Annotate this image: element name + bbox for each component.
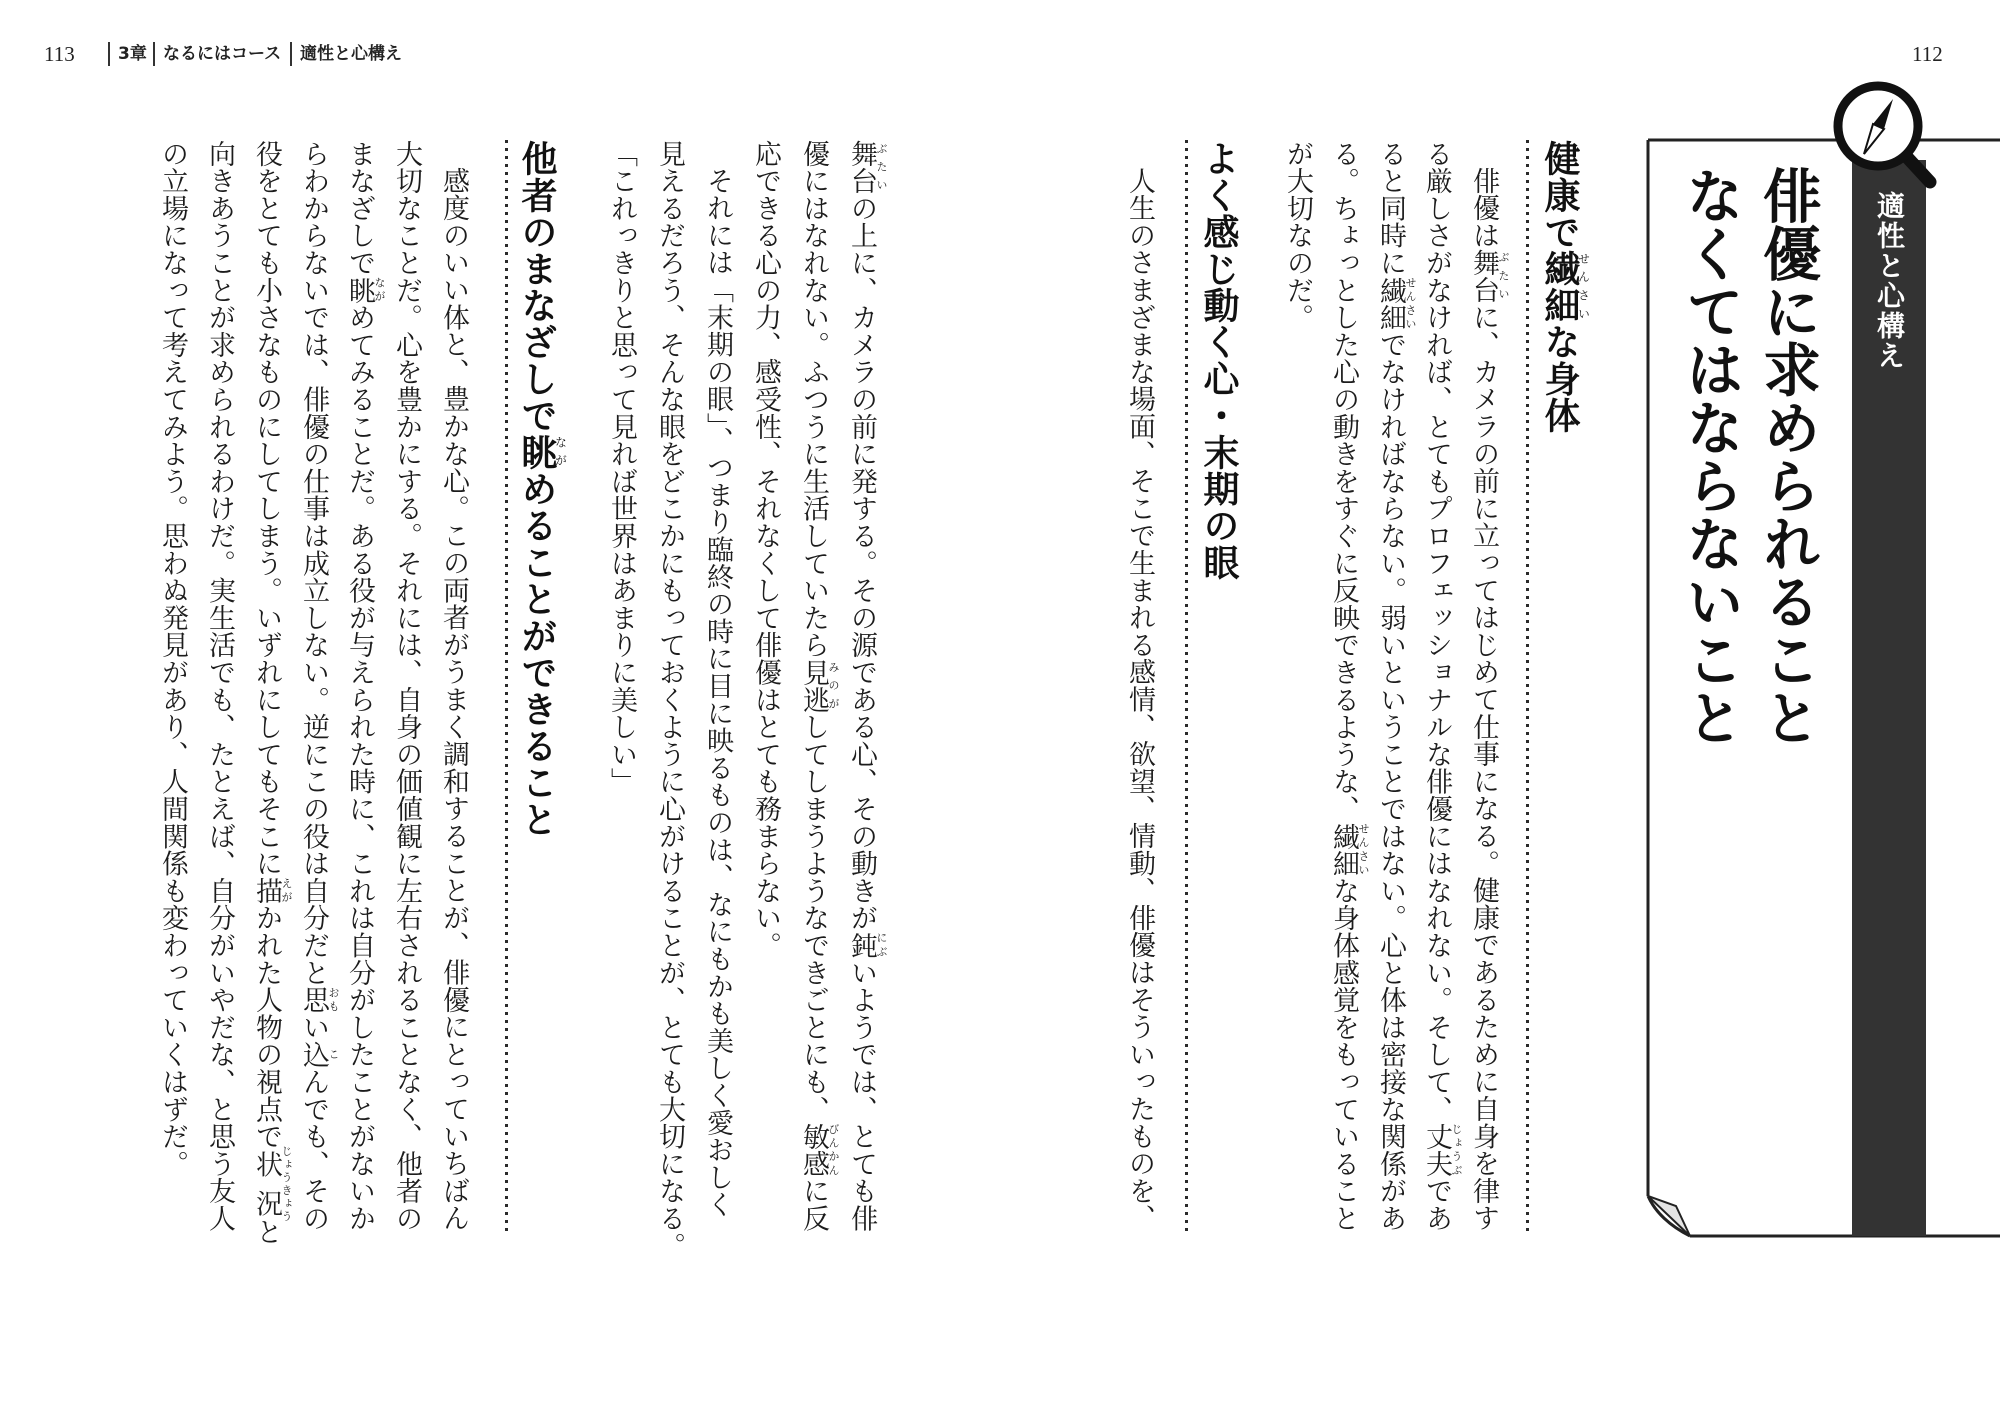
ruby-reading: じょうきょう xyxy=(280,1145,293,1224)
section-heading: 健康で繊細せんさいな身体 xyxy=(1539,140,1591,434)
ruby-reading: ぶたい xyxy=(1497,248,1510,304)
ruby-reading: なが xyxy=(373,276,386,304)
ruby-reading: せんさい xyxy=(1404,276,1417,332)
header-divider xyxy=(153,42,155,66)
body-text-line: 大切なことだ。心を豊かにする。それには、自身の価値観に左右されることなく、他者の xyxy=(391,140,422,1232)
body-text-line: 役をとても小さなものにしてしまう。いずれにしてもそこに描えがかれた人物の視点で状況じょうきょうと xyxy=(251,140,293,1246)
ruby-reading: びんかん xyxy=(827,1122,840,1178)
heading-dotted-rule xyxy=(1526,140,1529,1232)
body-text-line: 人生のさまざまな場面、そこで生まれる感情、欲望、情動、俳優はそういったものを、 xyxy=(1124,167,1155,1232)
ruby-text: 丈夫じょうぶ xyxy=(1421,1122,1463,1178)
body-text-line: の立場になって考えてみよう。思わぬ発見があり、人間関係も変わっていくはずだ。 xyxy=(157,140,188,1178)
body-text-line: 優にはなれない。ふつうに生活していたら見逃みのがしてしまうようなできごとにも、敏感びんかんに反 xyxy=(798,140,840,1233)
ruby-text: 思おも xyxy=(298,986,340,1014)
ruby-text: 込こ xyxy=(298,1040,340,1069)
header-divider xyxy=(290,42,292,66)
ruby-reading: えが xyxy=(280,877,293,905)
page-number-left: 113 xyxy=(44,42,75,66)
ruby-reading: なが xyxy=(553,433,568,471)
body-text-line: 俳優は舞台ぶたいに、カメラの前に立ってはじめて仕事になる。健康であるために自身を律す xyxy=(1468,167,1510,1232)
header-divider xyxy=(108,42,110,66)
ruby-reading: にぶ xyxy=(875,931,888,960)
title-band-label: 適性と心構え xyxy=(1873,191,1906,371)
body-text-line: 舞台ぶたいの上に、カメラの前に発する。その源である心、その動きが鈍にぶいようでは、とても俳 xyxy=(846,140,888,1233)
ruby-text: 舞台ぶたい xyxy=(1468,248,1510,304)
ruby-reading: せんさい xyxy=(1576,250,1591,324)
body-text-line: る。ちょっとした心の動きをすぐに反映できるような、繊細せんさいな身体感覚をもっていること xyxy=(1328,140,1370,1233)
ruby-reading: せんさい xyxy=(1357,822,1370,878)
body-text-line: る厳しさがなければ、とてもプロフェッショナルな俳優にはなれない。そして、丈夫じょうぶであ xyxy=(1421,140,1463,1233)
body-text-line: が大切なのだ。 xyxy=(1282,140,1313,332)
ruby-reading: みのが xyxy=(827,658,840,714)
body-text-line: まなざしで眺ながめてみることだ。ある役が与えられた時に、これは自分がしたことがないか xyxy=(344,140,386,1233)
header-course: なるにはコース xyxy=(163,44,282,64)
body-text-line: ると同時に繊細せんさいでなければならない。弱いということではない。心と体は密接な関係があ xyxy=(1375,140,1417,1233)
ruby-text: 舞台ぶたい xyxy=(846,140,888,195)
magnifier-compass-icon xyxy=(1838,86,1930,182)
body-text-line: それには「末期の眼」、つまり臨終の時に目に映るものは、なにもかも美しく愛おしく xyxy=(702,167,733,1219)
ruby-text: 敏感びんかん xyxy=(798,1122,840,1178)
quote-line: 「これっきりと思って見れば世界はあまりに美しい」 xyxy=(606,140,637,796)
page-number-right: 112 xyxy=(1912,42,1943,66)
ruby-reading: じょうぶ xyxy=(1450,1122,1463,1178)
body-text-line: 応できる心の力、感受性、それなくして俳優はとても務まらない。 xyxy=(750,140,781,959)
title-box-page-curl xyxy=(1648,1196,1690,1236)
ruby-text: 鈍にぶ xyxy=(846,931,888,960)
ruby-text: 描えが xyxy=(251,877,293,905)
ruby-reading: ぶたい xyxy=(875,140,888,195)
ruby-text: 繊細せんさい xyxy=(1375,276,1417,332)
heading-dotted-rule xyxy=(1185,140,1188,1232)
body-text-line: 見えるだろう、そんな眼をどこかにもっておくように心がけることが、とても大切になる。 xyxy=(654,140,685,1260)
page-title-line: 俳優に求められること xyxy=(1753,166,1821,746)
body-text-line: 向きあうことが求められるわけだ。実生活でも、たとえば、自分がいやだな、と思う友人 xyxy=(204,140,235,1232)
ruby-text: 繊細せんさい xyxy=(1539,250,1591,324)
header-chapter: 3章 xyxy=(118,44,147,64)
section-heading: よく感じ動く心・末期の眼 xyxy=(1198,140,1239,581)
body-text-line: 感度のいい体と、豊かな心。この両者がうまく調和することが、俳優にとっていちばん xyxy=(438,167,469,1232)
heading-dotted-rule xyxy=(505,140,508,1232)
ruby-text: 眺なが xyxy=(344,276,386,304)
ruby-text: 見逃みのが xyxy=(798,658,840,714)
ruby-reading: こ xyxy=(327,1040,340,1069)
page-title-line: なくてはならないこと xyxy=(1676,166,1744,746)
ruby-reading: おも xyxy=(327,986,340,1014)
ruby-text: 繊細せんさい xyxy=(1328,822,1370,878)
ruby-text: 状況じょうきょう xyxy=(251,1145,293,1224)
section-heading: 他者のまなざしで眺ながめることができること xyxy=(516,140,568,838)
ruby-text: 眺なが xyxy=(516,433,568,471)
header-section: 適性と心構え xyxy=(300,44,402,64)
body-text-line: らわからないでは、俳優の仕事は成立しない。逆にこの役は自分だと思おもい込こんでも、その xyxy=(298,140,340,1233)
